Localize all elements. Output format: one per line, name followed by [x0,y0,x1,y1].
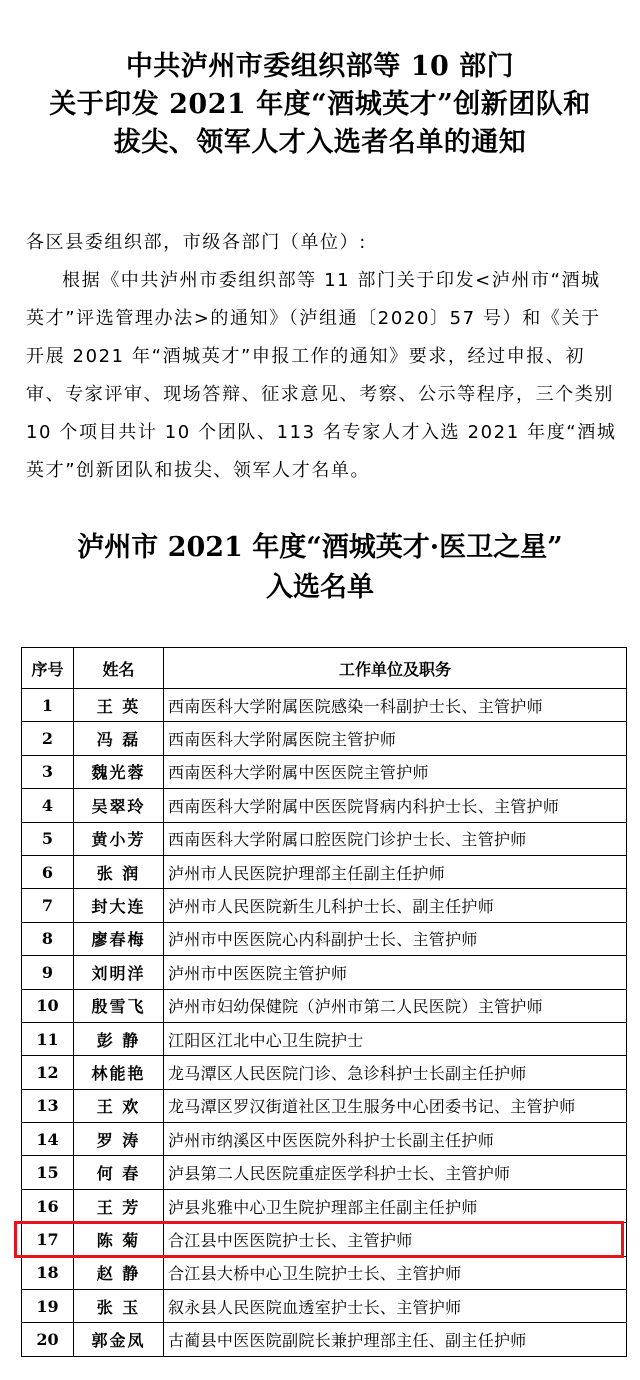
row-name: 封大连 [74,889,164,922]
table-row [22,1256,627,1289]
row-unit: 西南医科大学附属中医医院主管护师 [164,755,627,788]
row-unit: 龙马潭区人民医院门诊、急诊科护士长副主任护师 [164,1056,627,1089]
row-number: 3 [22,755,74,788]
row-number: 16 [22,1189,74,1222]
row-name: 廖春梅 [74,922,164,955]
row-name: 赵 静 [74,1256,164,1289]
table-row [22,1123,627,1156]
row-number: 4 [22,789,74,822]
table-row [22,1089,627,1122]
row-number: 20 [22,1323,74,1356]
row-name: 黄小芳 [74,822,164,855]
row-name: 刘明洋 [74,956,164,989]
row-unit: 泸县兆雅中心卫生院护理部主任副主任护师 [164,1189,627,1222]
row-name: 张 玉 [74,1290,164,1323]
row-unit: 泸州市妇幼保健院（泸州市第二人民医院）主管护师 [164,989,627,1022]
row-name: 陈 菊 [74,1223,164,1256]
row-number: 19 [22,1290,74,1323]
row-name: 何 春 [74,1156,164,1189]
row-number: 6 [22,855,74,888]
table-row [22,1290,627,1323]
roster-body [22,689,627,1357]
row-number: 8 [22,922,74,955]
row-name: 魏光蓉 [74,755,164,788]
row-number: 14 [22,1123,74,1156]
roster-table [21,647,627,1357]
notice-title-line-3: 拔尖、领军人才入选者名单的通知 [113,127,527,158]
table-row [22,922,627,955]
table-row [22,855,627,888]
row-number: 1 [22,689,74,722]
row-unit: 叙永县人民医院血透室护士长、主管护师 [164,1290,627,1323]
row-number: 12 [22,1056,74,1089]
table-header-row [22,648,627,689]
table-row [22,1022,627,1055]
table-row [22,1156,627,1189]
row-unit: 江阳区江北中心卫生院护士 [164,1022,627,1055]
row-number: 17 [22,1223,74,1256]
row-unit: 西南医科大学附属口腔医院门诊护士长、主管护师 [164,822,627,855]
list-title-line-2: 入选名单 [266,572,374,603]
table-row [22,1056,627,1089]
notice-title-line-1: 中共泸州市委组织部等 10 部门 [125,51,515,82]
row-unit: 泸州市人民医院新生儿科护士长、副主任护师 [164,889,627,922]
row-name: 郭金凤 [74,1323,164,1356]
row-number: 15 [22,1156,74,1189]
table-row [22,956,627,989]
row-unit: 龙马潭区罗汉街道社区卫生服务中心团委书记、主管护师 [164,1089,627,1122]
header-no: 序号 [22,648,74,689]
table-row [22,989,627,1022]
row-number: 2 [22,722,74,755]
row-name: 王 芳 [74,1189,164,1222]
table-row [22,1323,627,1356]
row-number: 10 [22,989,74,1022]
row-name: 冯 磊 [74,722,164,755]
row-unit: 合江县大桥中心卫生院护士长、主管护师 [164,1256,627,1289]
row-number: 9 [22,956,74,989]
row-number: 18 [22,1256,74,1289]
table-row [22,722,627,755]
row-unit: 合江县中医医院护士长、主管护师 [164,1223,627,1256]
header-name: 姓名 [74,648,164,689]
row-number: 13 [22,1089,74,1122]
row-unit: 西南医科大学附属中医医院肾病内科护士长、主管护师 [164,789,627,822]
row-unit: 泸州市中医医院心内科副护士长、主管护师 [164,922,627,955]
row-number: 5 [22,822,74,855]
row-unit: 西南医科大学附属医院主管护师 [164,722,627,755]
row-unit: 泸州市人民医院护理部主任副主任护师 [164,855,627,888]
row-name: 王 欢 [74,1089,164,1122]
table-row [22,789,627,822]
body-paragraph: 根据《中共泸州市委组织部等 11 部门关于印发<泸州市“酒城英才”评选管理办法>的通知》（泸组通〔2020〕57 号）和《关于开展 2021 年“酒城英才”申报工作的通知》要求，经过申报、初审、专家评审、现场答辩、征求意见、考察、公示等程序，三个类别 10 个项目共计 10 个团队、113 名专家人才入选 2021 年度“酒城英才”创新团队和拔尖、领军人才名单。 [26,270,617,481]
header-unit: 工作单位及职务 [164,648,627,689]
table-row [22,1189,627,1222]
row-number: 7 [22,889,74,922]
row-unit: 泸县第二人民医院重症医学科护士长、主管护师 [164,1156,627,1189]
notice-title-line-2: 关于印发 2021 年度“酒城英才”创新团队和 [49,89,591,120]
row-number: 11 [22,1022,74,1055]
row-name: 张 润 [74,855,164,888]
row-unit: 泸州市中医医院主管护师 [164,956,627,989]
row-name: 王 英 [74,689,164,722]
list-title [0,528,640,608]
row-name: 林能艳 [74,1056,164,1089]
table-row [22,889,627,922]
row-name: 殷雪飞 [74,989,164,1022]
list-title-line-1: 泸州市 2021 年度“酒城英才·医卫之星” [77,532,563,563]
table-row [22,755,627,788]
table-row [22,689,627,722]
row-unit: 西南医科大学附属医院感染一科副护士长、主管护师 [164,689,627,722]
row-unit: 泸州市纳溪区中医医院外科护士长副主任护师 [164,1123,627,1156]
table-row [22,822,627,855]
notice-title [0,48,640,162]
row-name: 彭 静 [74,1022,164,1055]
row-name: 吴翠玲 [74,789,164,822]
notice-body [26,224,618,490]
row-unit: 古蔺县中医医院副院长兼护理部主任、副主任护师 [164,1323,627,1356]
table-row [22,1223,627,1256]
salutation: 各区县委组织部，市级各部门（单位）: [26,232,367,253]
row-name: 罗 涛 [74,1123,164,1156]
